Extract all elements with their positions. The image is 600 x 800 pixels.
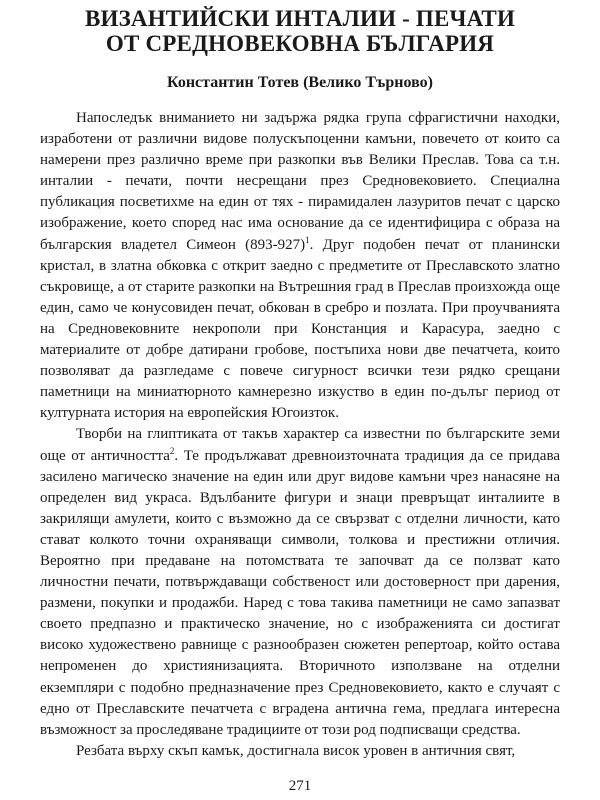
paragraph-text: Резбата върху скъп камък, достигнала висок уровен в античния свят, bbox=[76, 742, 516, 759]
paragraph-text: Напоследък вниманието ни задържа рядка група сфрагистични находки, изработени от различни видове полускъпоценни камъни, повечето от които са намерени през различно време при разкопки във Велики Преслав. Това са т.н. инталии - печати, почти несрещани през Средновековието. Специална публикация посветихме на един от тях - пирамидален лазуритов печат с царско изображение, което според нас има основание да се идентифицира с образа на българския владетел Симеон (893-927) bbox=[40, 110, 560, 253]
title-line-2: ОТ СРЕДНОВЕКОВНА БЪЛГАРИЯ bbox=[105, 31, 495, 56]
paragraph-text: . Те продължават древноизточната традиция да се придава засилено магическо значение на един или друг видове камъни чрез нанасяне на определен вид украса. Вдълбаните фигури и знаци превръщат инталиите в закрилящи амулети, които с възможно да се свързват с отделни личности, като стават колкото точни охраняващи символи, толкова и престижни отличия. Вероятно при предаване на потомствата те започват да се ползват като личностни печати, потвърждаващи собственост или достоверност при дарения, размени, покупки и продажби. Наред с това такива паметници не само запазват своето предпазно и практическо значение, но с изображенията си достигат високо художествено равнище с разнообразен сюжетен репертоар, който остава непроменен до християнизацията. Вторичното използване на отделни екземпляри с подобно предназначение през Средновековието, както е случаят с едно от Преславските печатчета с вградена антична гема, предлага интересна възможност за проследяване традициите от този род подписващи средства. bbox=[40, 447, 560, 738]
body-text bbox=[40, 108, 560, 762]
footnote-marker: 1 bbox=[305, 234, 310, 245]
paragraph bbox=[40, 424, 560, 740]
paragraph bbox=[40, 741, 560, 762]
footnote-marker: 2 bbox=[169, 445, 175, 456]
title-line-1: ВИЗАНТИЙСКИ ИНТАЛИИ - ПЕЧАТИ bbox=[84, 6, 516, 31]
page-title bbox=[40, 6, 560, 56]
paragraph bbox=[40, 108, 560, 424]
paragraph-text: Творби на глиптиката от такъв характер са известни по българските земи още от античността bbox=[40, 426, 560, 464]
author-line: Константин Тотев (Велико Търново) bbox=[167, 74, 433, 91]
paragraph-text: . Друг подобен печат от планински кристал, в златна обковка с открит заедно с предметите от Преславското златно съкровище, а от старите разкопки на Вътрешния град в Преслав произхожда още един, само че конусовиден печат, обкован в сребро и позлата. При проучванията на Средновековните некрополи при Констанция и Карасура, заедно с материалите от добре датирани гробове, постъпиха нови две печатчета, които позволяват да разгледаме с повече сигурност всички тези рядко срещани паметници на миниатюрното камнерезно изкуство в един по-дълъг период от културната история на европейския Югоизток. bbox=[40, 236, 560, 422]
page-number: 271 bbox=[288, 778, 312, 794]
